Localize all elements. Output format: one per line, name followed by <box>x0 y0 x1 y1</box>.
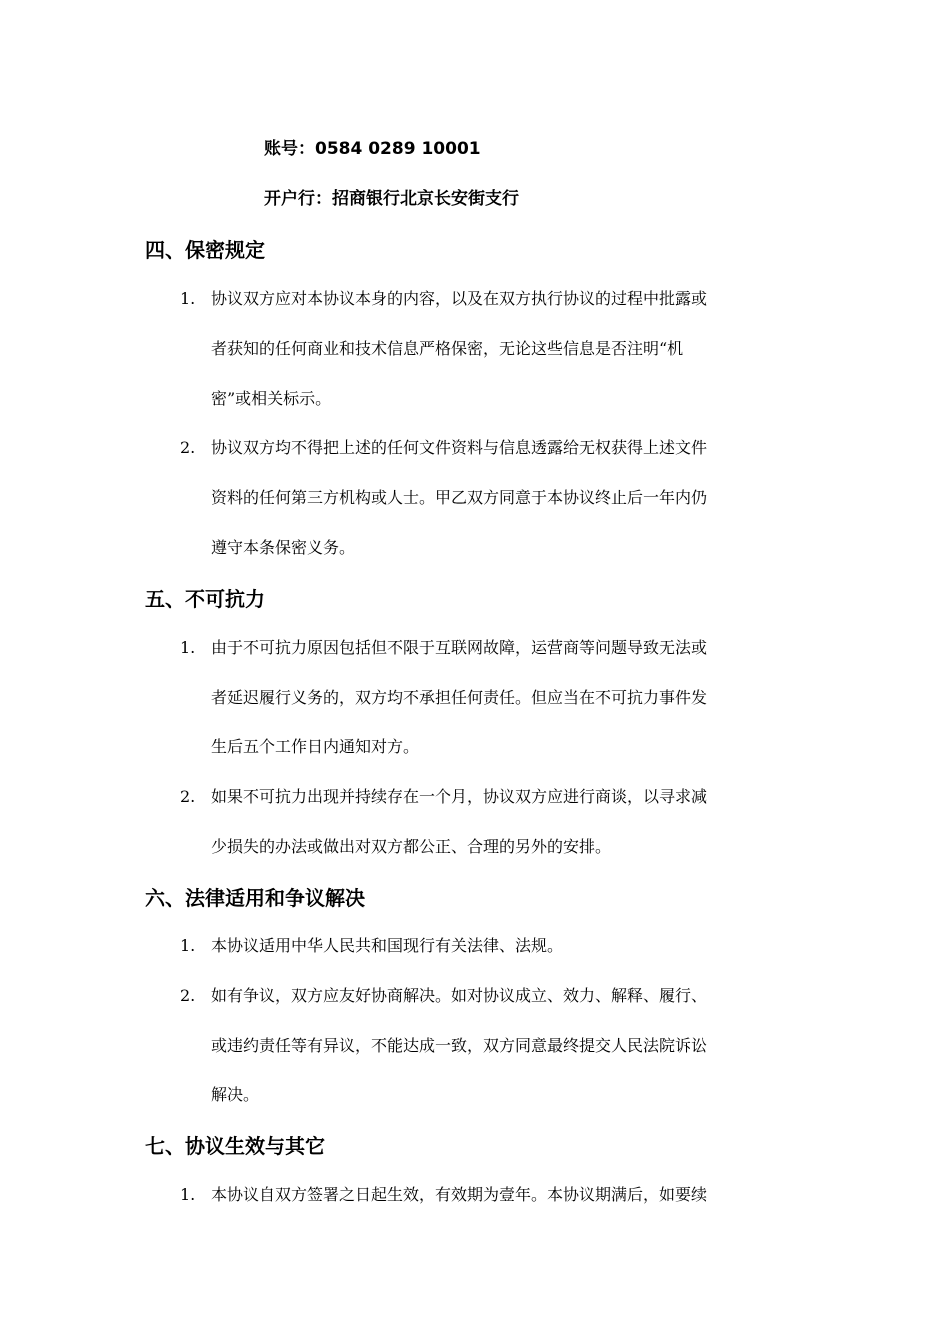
list-item-line: 者延迟履行义务的，双方均不承担任何责任。但应当在不可抗力事件发 <box>211 688 708 707</box>
list-item-line: 生后五个工作日内通知对方。 <box>211 737 420 756</box>
list-item-number: 2. <box>180 787 196 806</box>
list-item-line: 密”或相关标示。 <box>211 389 332 408</box>
list-item-number: 1. <box>180 1185 196 1204</box>
list-item-line: 本协议适用中华人民共和国现行有关法律、法规。 <box>211 936 564 955</box>
list-item-line: 协议双方应对本协议本身的内容，以及在双方执行协议的过程中批露或 <box>211 289 708 308</box>
list-item-line: 如果不可抗力出现并持续存在一个月，协议双方应进行商谈，以寻求减 <box>211 787 708 806</box>
list-item-number: 2. <box>180 438 196 457</box>
bank-name: 开户行：招商银行北京长安街支行 <box>264 189 519 209</box>
section-heading-confidentiality: 四、保密规定 <box>145 238 265 262</box>
section-heading-force-majeure: 五、不可抗力 <box>145 587 265 611</box>
list-item-number: 1. <box>180 638 196 657</box>
section-heading-effectiveness: 七、协议生效与其它 <box>145 1134 325 1158</box>
list-item-number: 2. <box>180 986 196 1005</box>
list-item-line: 少损失的办法或做出对双方都公正、合理的另外的安排。 <box>211 837 612 856</box>
account-number: 账号：0584 0289 10001 <box>264 139 481 159</box>
list-item-line: 协议双方均不得把上述的任何文件资料与信息透露给无权获得上述文件 <box>211 438 708 457</box>
section-heading-governing-law: 六、法律适用和争议解决 <box>145 886 365 910</box>
list-item-number: 1. <box>180 289 196 308</box>
list-item-line: 遵守本条保密义务。 <box>211 538 356 557</box>
list-item-line: 资料的任何第三方机构或人士。甲乙双方同意于本协议终止后一年内仍 <box>211 488 708 507</box>
list-item-number: 1. <box>180 936 196 955</box>
list-item-line: 解决。 <box>211 1085 260 1104</box>
list-item-line: 本协议自双方签署之日起生效，有效期为壹年。本协议期满后，如要续 <box>211 1185 708 1204</box>
list-item-line: 由于不可抗力原因包括但不限于互联网故障，运营商等问题导致无法或 <box>211 638 708 657</box>
list-item-line: 者获知的任何商业和技术信息严格保密，无论这些信息是否注明“机 <box>211 339 684 358</box>
list-item-line: 或违约责任等有异议，不能达成一致，双方同意最终提交人民法院诉讼 <box>211 1036 708 1055</box>
list-item-line: 如有争议，双方应友好协商解决。如对协议成立、效力、解释、履行、 <box>211 986 708 1005</box>
